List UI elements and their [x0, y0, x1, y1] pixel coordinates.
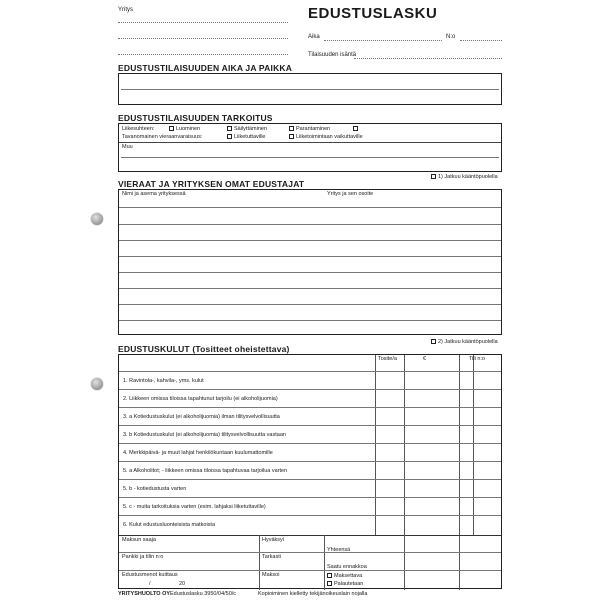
option-label: Liiketuttaville	[234, 134, 266, 140]
continue-note-2	[431, 339, 498, 346]
purpose-other-label: Muu	[122, 144, 133, 150]
cost-item: 3. a Kotiedustuskulut (ei alkoholijuomia) ilman tilitysvelvollisuutta	[123, 414, 280, 420]
number-label: N:o	[446, 34, 456, 40]
checkbox-icon	[327, 581, 332, 586]
footer-col-divider	[259, 535, 260, 590]
checkbox-icon	[353, 126, 358, 131]
footer-row-line	[119, 552, 501, 553]
copyright-note: Kopioiminen kielletty tekijänoikeuslain nojalla	[258, 591, 368, 597]
cost-item: 5. b - kotiedustusta varten	[123, 486, 187, 492]
costs-row-line	[119, 497, 501, 498]
costs-header-account: Tili n:o	[469, 356, 485, 362]
checkbox-icon	[431, 174, 436, 179]
cost-item: 3. b Kotiedustuskulut (ei alkoholijuomia) tilitysvelvollisuutta vastaan	[123, 432, 286, 438]
company-line-1	[118, 22, 288, 23]
guests-row-line	[119, 240, 501, 241]
costs-col-divider	[473, 355, 474, 535]
bank-label: Pankki ja tilin n:o	[122, 554, 164, 560]
cost-item: 6. Kulut edustusluonteisista matkoista	[123, 522, 216, 528]
guests-box	[118, 189, 502, 335]
cost-item: 5. a Alkoholitot; - liikkeen omissa tiloissa tapahtuvaa tarjoilua varten	[123, 468, 288, 474]
option-label: Parantaminen	[296, 126, 331, 132]
time-label: Aika	[308, 34, 320, 40]
guests-row-line	[119, 224, 501, 225]
checked-label: Tarkasti	[262, 554, 281, 560]
total-label: Yhteensä	[327, 547, 351, 553]
company-line-2	[118, 38, 288, 39]
checkbox-icon	[169, 126, 174, 131]
document-title: EDUSTUSLASKU	[308, 5, 438, 22]
option-label: Säilyttäminen	[234, 126, 268, 132]
costs-row-line	[119, 407, 501, 408]
purpose-box	[118, 123, 502, 172]
pay-option-1[interactable]	[327, 573, 362, 580]
checkbox-icon	[227, 126, 232, 131]
punch-hole-top	[91, 213, 103, 225]
checkbox-icon	[431, 339, 436, 344]
guests-row-line	[119, 272, 501, 273]
year-prefix: 20	[179, 581, 186, 587]
costs-row-line	[119, 443, 501, 444]
purpose-row1-label: Liikesuhteen:	[122, 126, 155, 132]
pay-option-2[interactable]	[327, 581, 363, 588]
costs-row-line	[119, 515, 501, 516]
cost-item: 2. Liikkeen omissa tiloissa tapahtunut tarjoilu (ei alkoholijuomia)	[123, 396, 278, 402]
section-title-guests: VIERAAT JA YRITYKSEN OMAT EDUSTAJAT	[118, 179, 305, 189]
checkbox-icon	[327, 573, 332, 578]
costs-col-divider	[404, 355, 405, 535]
guests-row-line	[119, 256, 501, 257]
cost-item: 5. c - muita tarkoituksia varten (esim. lahjaksi liiketuttaville)	[123, 504, 266, 510]
number-field[interactable]	[460, 40, 502, 41]
time-place-box[interactable]	[118, 73, 502, 105]
time-place-line	[121, 89, 499, 90]
host-label: Tilaisuuden isäntä	[308, 52, 357, 58]
guests-row-line	[119, 207, 501, 208]
date-slash: /	[149, 581, 151, 587]
costs-header-euro: €	[423, 356, 427, 362]
advance-label: Saatu ennakkoa	[327, 564, 367, 570]
product-code: Edustuslasku 3950/04/50/c	[170, 591, 237, 597]
purpose-divider	[119, 142, 501, 143]
footer-col-divider	[404, 535, 405, 590]
section-title-purpose: EDUSTUSTILAISUUDEN TARKOITUS	[118, 113, 273, 123]
checkbox-icon	[227, 134, 232, 139]
continue-note-2-text: 2) Jatkuu kääntöpuolella	[438, 339, 498, 345]
section-title-time-place: EDUSTUSTILAISUUDEN AIKA JA PAIKKA	[118, 63, 293, 73]
checkbox-icon	[289, 134, 294, 139]
continue-note-1	[431, 174, 498, 181]
footer-col-divider	[324, 535, 325, 590]
option-extra[interactable]	[353, 126, 360, 133]
costs-row-line	[119, 425, 501, 426]
costs-row-line	[119, 535, 501, 536]
payment-label: Edustusmenot kuittaus	[122, 572, 178, 578]
company-line-3	[118, 54, 288, 55]
continue-note-1-text: 1) Jatkuu kääntöpuolella	[438, 174, 498, 180]
cost-item: 1. Ravintola-, kahvila-, yms. kulut	[123, 378, 204, 384]
receiver-label: Maksun saaja	[122, 537, 156, 543]
punch-hole-bottom	[91, 378, 103, 390]
host-field[interactable]	[354, 58, 502, 59]
costs-box	[118, 354, 502, 589]
option-liiketuttaville[interactable]	[227, 134, 266, 141]
option-label: Luominen	[176, 126, 201, 132]
guests-row-line	[119, 304, 501, 305]
costs-col-divider	[459, 355, 460, 590]
option-parantaminen[interactable]	[289, 126, 330, 133]
option-sailyttaminen[interactable]	[227, 126, 267, 133]
costs-row-line	[119, 461, 501, 462]
costs-row-line	[119, 479, 501, 480]
company-label: Yritys	[118, 7, 133, 13]
guests-row-line	[119, 320, 501, 321]
option-luominen[interactable]	[169, 126, 200, 133]
cost-item: 4. Merkkipäivä- ja muut lahjat henkilökuntaan kuulumattomille	[123, 450, 273, 456]
footer-row-line	[119, 570, 501, 571]
guests-col2-label: Yritys ja sen osoite	[327, 191, 374, 197]
publisher: YRITYSHUOLTO OY	[118, 591, 171, 597]
option-vaikuttaville[interactable]	[289, 134, 363, 141]
pay-option-2-text: Palautetaan	[334, 581, 364, 587]
paid-label: Maksoi	[262, 572, 280, 578]
time-field[interactable]	[324, 40, 442, 41]
costs-row-line	[119, 371, 501, 372]
purpose-row2-label: Tavanomainen vieraanvaraisuus:	[122, 134, 203, 140]
guests-row-line	[119, 288, 501, 289]
pay-option-1-text: Maksettava	[334, 573, 363, 579]
costs-row-line	[119, 389, 501, 390]
costs-col-divider	[375, 355, 376, 535]
section-title-costs: EDUSTUSKULUT (Tositteet oheistettava)	[118, 344, 290, 354]
guests-col1-label: Nimi ja asema yrityksessä	[122, 191, 186, 197]
purpose-other-line	[121, 157, 499, 158]
option-label: Liiketoimintaan vaikuttaville	[296, 134, 363, 140]
costs-header-receipt: Tosite/a	[378, 356, 397, 362]
checkbox-icon	[289, 126, 294, 131]
approved-label: Hyväksyi	[262, 537, 285, 543]
